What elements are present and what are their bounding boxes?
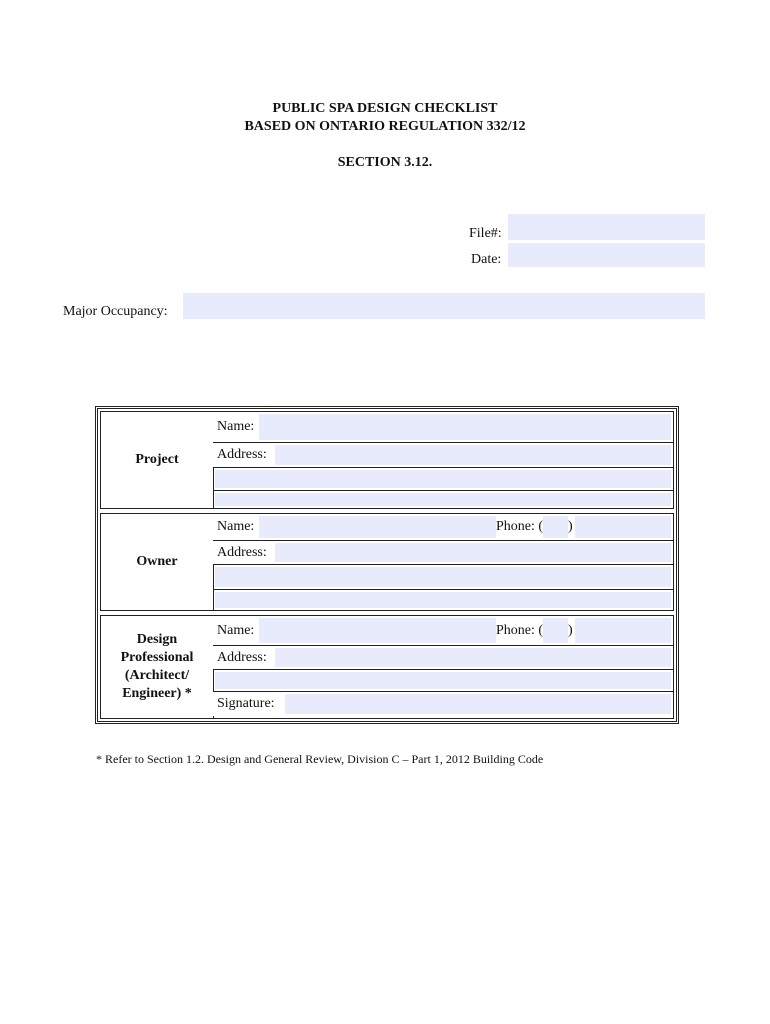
- project-address-row: [213, 443, 673, 468]
- designer-signature-field[interactable]: [285, 694, 671, 714]
- designer-name-field[interactable]: [259, 618, 671, 643]
- project-address-field-3[interactable]: [215, 493, 671, 506]
- designer-phone-label: Phone: (: [496, 616, 543, 645]
- designer-phone-close-paren: ): [568, 616, 575, 645]
- owner-name-label: Name:: [213, 514, 256, 540]
- owner-label: Owner: [101, 514, 214, 610]
- project-address-row-2: [213, 468, 673, 491]
- designer-address-field-2[interactable]: [215, 672, 671, 689]
- owner-phone-area-code-field[interactable]: [552, 516, 568, 538]
- title-line-1: PUBLIC SPA DESIGN CHECKLIST: [272, 101, 498, 116]
- design-professional-label: [101, 616, 214, 718]
- project-address-field-2[interactable]: [215, 470, 671, 488]
- designer-signature-label: Signature:: [213, 692, 277, 716]
- project-name-row: [213, 412, 673, 443]
- owner-address-row-3: [213, 590, 673, 610]
- design-professional-section: [100, 615, 674, 719]
- designer-address-field[interactable]: [275, 648, 671, 667]
- project-name-label: Name:: [213, 412, 256, 442]
- designer-name-label: Name:: [213, 616, 256, 645]
- section-number: SECTION 3.12.: [337, 155, 433, 170]
- project-label: Project: [101, 412, 214, 508]
- project-info-table: [95, 406, 679, 724]
- owner-address-field-2[interactable]: [215, 567, 671, 587]
- major-occupancy-field[interactable]: [183, 293, 705, 319]
- owner-address-row: [213, 541, 673, 565]
- designer-address-label: Address:: [213, 646, 269, 669]
- designer-address-row: [213, 646, 673, 670]
- major-occupancy-label: Major Occupancy:: [63, 304, 168, 319]
- date-label: Date:: [471, 252, 502, 267]
- owner-name-field[interactable]: [259, 516, 671, 538]
- owner-name-row: [213, 514, 673, 541]
- owner-phone-label: Phone: (: [496, 514, 543, 540]
- project-section: [100, 411, 674, 509]
- footnote: * Refer to Section 1.2. Design and General Review, Division C – Part 1, 2012 Building Code: [96, 752, 544, 766]
- file-number-field[interactable]: [508, 214, 705, 240]
- designer-phone-area-code-field[interactable]: [552, 618, 568, 643]
- designer-address-row-2: [213, 670, 673, 692]
- project-address-field[interactable]: [275, 445, 671, 465]
- design-professional-label-line-1: Design: [136, 632, 178, 647]
- title-line-2: BASED ON ONTARIO REGULATION 332/12: [244, 119, 526, 134]
- design-professional-label-line-2: Professional: [120, 650, 194, 665]
- date-field[interactable]: [508, 243, 705, 267]
- owner-address-row-2: [213, 565, 673, 590]
- project-name-field[interactable]: [259, 414, 671, 440]
- project-address-label: Address:: [213, 443, 269, 467]
- project-address-row-3: [213, 491, 673, 508]
- owner-address-field-3[interactable]: [215, 592, 671, 608]
- owner-address-label: Address:: [213, 541, 269, 564]
- designer-name-row: [213, 616, 673, 646]
- owner-address-field[interactable]: [275, 543, 671, 562]
- owner-phone-close-paren: ): [568, 514, 575, 540]
- owner-section: [100, 513, 674, 611]
- designer-signature-row: [213, 692, 673, 716]
- file-label: File#:: [469, 226, 502, 241]
- design-professional-label-line-3: (Architect/: [124, 668, 190, 683]
- design-professional-label-line-4: Engineer) *: [122, 686, 192, 701]
